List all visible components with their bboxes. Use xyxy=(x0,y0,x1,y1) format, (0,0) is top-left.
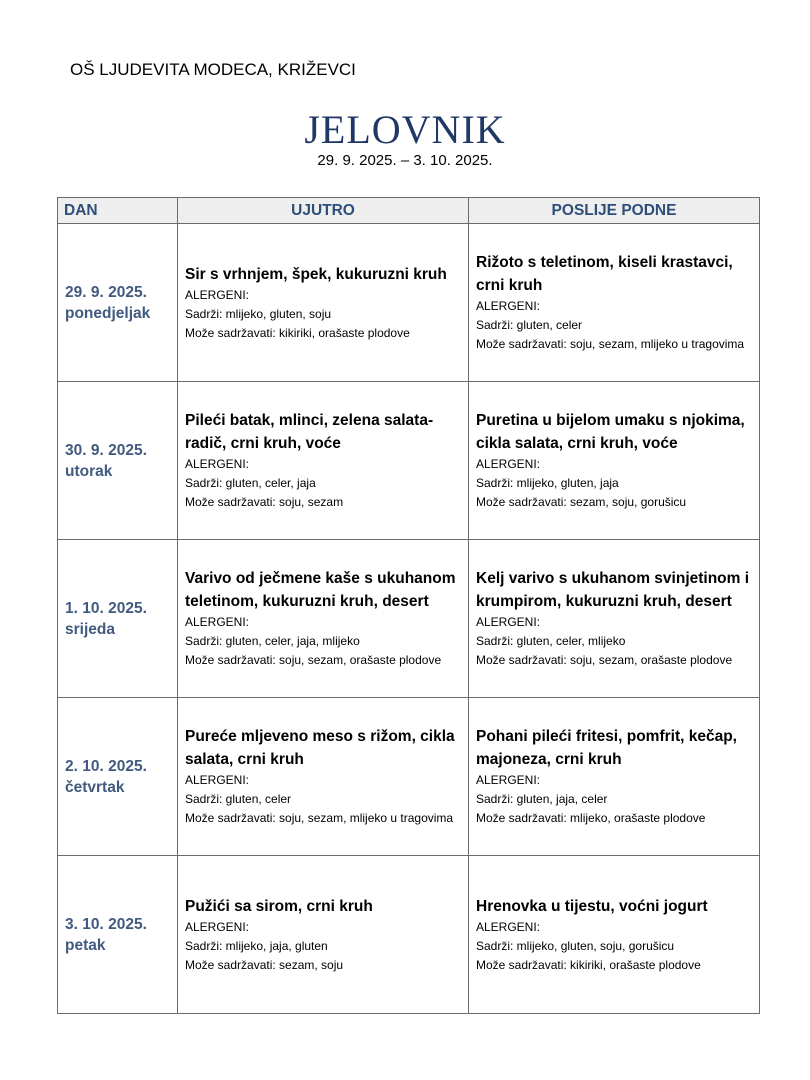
day-cell xyxy=(58,224,178,382)
allergens-label: ALERGENI: xyxy=(185,919,250,934)
column-header-afternoon: POSLIJE PODNE xyxy=(469,198,760,224)
dish-name: Rižoto s teletinom, kiseli krastavci, crni kruh xyxy=(476,254,733,294)
allergens-may-contain: Može sadržavati: sezam, soju xyxy=(185,957,344,972)
allergens-may-contain: Može sadržavati: soju, sezam, mlijeko u tragovima xyxy=(476,337,745,351)
day-cell xyxy=(58,540,178,698)
allergens-may-contain: Može sadržavati: kikiriki, orašaste plodove xyxy=(476,957,701,972)
school-name: OŠ LJUDEVITA MODECA, KRIŽEVCI xyxy=(70,60,356,79)
day-date: 1. 10. 2025. xyxy=(65,599,147,617)
allergens-contains: Sadrži: mlijeko, gluten, soju xyxy=(185,306,332,321)
page-title: JELOVNIK xyxy=(304,107,506,152)
day-cell xyxy=(58,382,178,540)
dish-name: Pileći batak, mlinci, zelena salata-radič, crni kruh, voće xyxy=(185,412,434,452)
allergens-may-contain: Može sadržavati: soju, sezam xyxy=(185,495,344,509)
day-cell xyxy=(58,856,178,1014)
day-weekday: ponedjeljak xyxy=(65,304,151,322)
date-range: 29. 9. 2025. – 3. 10. 2025. xyxy=(317,152,493,169)
afternoon-cell xyxy=(469,224,760,382)
day-cell xyxy=(58,698,178,856)
dish-name: Pužići sa sirom, crni kruh xyxy=(185,897,373,915)
allergens-label: ALERGENI: xyxy=(185,773,250,787)
afternoon-cell xyxy=(469,540,760,698)
allergens-label: ALERGENI: xyxy=(185,457,250,471)
header-row xyxy=(58,198,760,224)
allergens-may-contain: Može sadržavati: soju, sezam, orašaste plodove xyxy=(185,653,442,667)
allergens-may-contain: Može sadržavati: mlijeko, orašaste plodove xyxy=(476,811,706,825)
allergens-label: ALERGENI: xyxy=(476,773,541,787)
allergens-contains: Sadrži: gluten, celer, mlijeko xyxy=(476,634,626,648)
allergens-contains: Sadrži: mlijeko, jaja, gluten xyxy=(185,938,328,953)
allergens-may-contain: Može sadržavati: sezam, soju, gorušicu xyxy=(476,495,687,509)
day-weekday: utorak xyxy=(65,462,113,480)
dish-name: Pureće mljeveno meso s rižom, cikla salata, crni kruh xyxy=(185,728,455,768)
dish-name: Puretina u bijelom umaku s njokima, cikla salata, crni kruh, voće xyxy=(476,412,745,452)
table-row xyxy=(58,856,760,1014)
day-weekday: petak xyxy=(65,936,106,954)
menu-table xyxy=(57,197,760,1014)
column-header-day: DAN xyxy=(58,198,178,224)
column-header-morning: UJUTRO xyxy=(178,198,469,224)
allergens-contains: Sadrži: gluten, celer, jaja, mlijeko xyxy=(185,634,360,648)
dish-name: Hrenovka u tijestu, voćni jogurt xyxy=(476,897,708,915)
allergens-contains: Sadrži: gluten, celer xyxy=(185,792,292,806)
afternoon-cell xyxy=(469,856,760,1014)
allergens-may-contain: Može sadržavati: soju, sezam, orašaste plodove xyxy=(476,653,733,667)
table-row xyxy=(58,224,760,382)
allergens-contains: Sadrži: mlijeko, gluten, jaja xyxy=(476,476,619,490)
allergens-may-contain: Može sadržavati: kikiriki, orašaste plodove xyxy=(185,325,410,340)
allergens-contains: Sadrži: mlijeko, gluten, soju, gorušicu xyxy=(476,938,675,953)
allergens-label: ALERGENI: xyxy=(185,615,250,629)
day-date: 29. 9. 2025. xyxy=(65,283,147,301)
allergens-may-contain: Može sadržavati: soju, sezam, mlijeko u tragovima xyxy=(185,811,454,825)
allergens-label: ALERGENI: xyxy=(476,457,541,471)
allergens-label: ALERGENI: xyxy=(476,615,541,629)
afternoon-cell xyxy=(469,698,760,856)
allergens-contains: Sadrži: gluten, jaja, celer xyxy=(476,792,608,806)
morning-cell xyxy=(178,382,469,540)
table-row xyxy=(58,540,760,698)
allergens-contains: Sadrži: gluten, celer, jaja xyxy=(185,476,316,490)
morning-cell xyxy=(178,540,469,698)
morning-cell xyxy=(178,224,469,382)
table-row xyxy=(58,382,760,540)
day-weekday: srijeda xyxy=(65,620,115,638)
dish-name: Pohani pileći fritesi, pomfrit, kečap, majoneza, crni kruh xyxy=(476,728,737,768)
allergens-label: ALERGENI: xyxy=(185,287,250,302)
day-weekday: četvrtak xyxy=(65,778,125,796)
dish-name: Sir s vrhnjem, špek, kukuruzni kruh xyxy=(185,265,447,283)
allergens-contains: Sadrži: gluten, celer xyxy=(476,318,583,332)
afternoon-cell xyxy=(469,382,760,540)
allergens-label: ALERGENI: xyxy=(476,919,541,934)
table-row xyxy=(58,698,760,856)
morning-cell xyxy=(178,698,469,856)
day-date: 3. 10. 2025. xyxy=(65,915,147,933)
dish-name: Kelj varivo s ukuhanom svinjetinom i krumpirom, kukuruzni kruh, desert xyxy=(476,570,750,610)
day-date: 30. 9. 2025. xyxy=(65,441,147,459)
morning-cell xyxy=(178,856,469,1014)
dish-name: Varivo od ječmene kaše s ukuhanom teletinom, kukuruzni kruh, desert xyxy=(185,570,456,610)
day-date: 2. 10. 2025. xyxy=(65,757,147,775)
allergens-label: ALERGENI: xyxy=(476,299,541,313)
